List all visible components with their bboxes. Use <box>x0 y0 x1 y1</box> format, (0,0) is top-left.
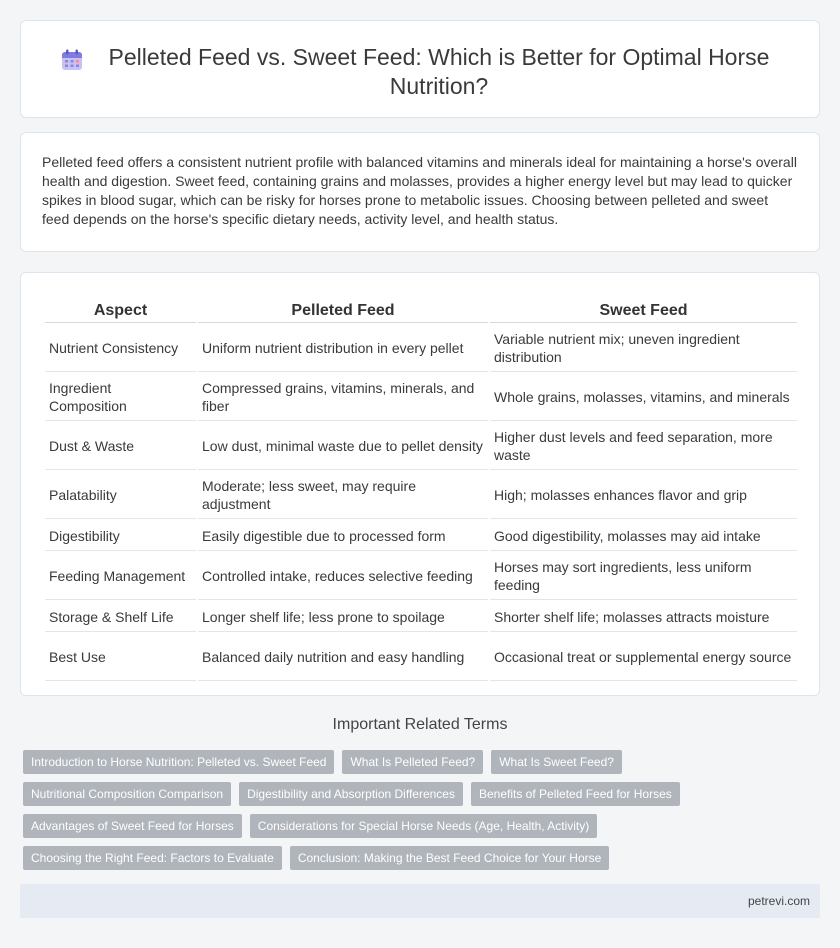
table-cell: Horses may sort ingredients, less uniform feeding <box>490 553 797 600</box>
tag-row <box>23 750 823 774</box>
footer-site-link[interactable]: petrevi.com <box>747 894 810 908</box>
table-cell: Ingredient Composition <box>45 374 196 421</box>
header-sweet-feed: Sweet Feed <box>490 297 797 323</box>
tag-row <box>23 782 823 806</box>
table-cell: Palatability <box>45 472 196 519</box>
tag-link[interactable]: Conclusion: Making the Best Feed Choice for Your Horse <box>290 846 610 870</box>
table-row <box>45 553 797 600</box>
table-row <box>45 634 797 681</box>
table-cell: Controlled intake, reduces selective feeding <box>198 553 488 600</box>
table-row <box>45 325 797 372</box>
table-row <box>45 602 797 632</box>
table-cell: Nutrient Consistency <box>45 325 196 372</box>
intro-card <box>20 132 820 252</box>
related-terms-title: Important Related Terms <box>332 716 508 733</box>
header-pelleted-feed: Pelleted Feed <box>198 297 488 323</box>
tag-row <box>23 814 823 838</box>
tag-link[interactable]: Introduction to Horse Nutrition: Pelleted vs. Sweet Feed <box>23 750 334 774</box>
table-cell: Dust & Waste <box>45 423 196 470</box>
table-cell: Longer shelf life; less prone to spoilage <box>198 602 488 632</box>
table-cell: Best Use <box>45 634 196 681</box>
table-cell: Low dust, minimal waste due to pellet density <box>198 423 488 470</box>
table-cell: Easily digestible due to processed form <box>198 521 488 551</box>
table-row <box>45 472 797 519</box>
related-terms-tags <box>23 750 823 878</box>
table-cell: Storage & Shelf Life <box>45 602 196 632</box>
table-row <box>45 374 797 421</box>
table-cell: Compressed grains, vitamins, minerals, and fiber <box>198 374 488 421</box>
table-row <box>45 423 797 470</box>
table-header-row <box>45 297 797 323</box>
tag-link[interactable]: Advantages of Sweet Feed for Horses <box>23 814 242 838</box>
table-cell: Digestibility <box>45 521 196 551</box>
table-cell: Whole grains, molasses, vitamins, and minerals <box>490 374 797 421</box>
title-wrap <box>21 21 819 101</box>
tag-link[interactable]: What Is Pelleted Feed? <box>342 750 483 774</box>
tag-row <box>23 846 823 870</box>
table-cell: Balanced daily nutrition and easy handling <box>198 634 488 681</box>
table-row <box>45 521 797 551</box>
table-cell: Moderate; less sweet, may require adjustment <box>198 472 488 519</box>
title-card <box>20 20 820 118</box>
tag-link[interactable]: Digestibility and Absorption Differences <box>239 782 463 806</box>
comparison-table <box>43 295 799 683</box>
intro-paragraph: Pelleted feed offers a consistent nutrient profile with balanced vitamins and minerals ideal for maintaining a horse's overall health and digestion. Sweet feed, containing grains and molasses, provides a higher energy level but may lead to quicker spikes in blood sugar, which can be risky for horses prone to metabolic issues. Choosing between pelleted and sweet feed depends on the horse's specific dietary needs, activity level, and health status. <box>42 154 797 227</box>
table-cell: Shorter shelf life; molasses attracts moisture <box>490 602 797 632</box>
footer <box>20 884 820 918</box>
table-cell: Good digestibility, molasses may aid intake <box>490 521 797 551</box>
tag-link[interactable]: Benefits of Pelleted Feed for Horses <box>471 782 680 806</box>
table-cell: Occasional treat or supplemental energy source <box>490 634 797 681</box>
header-aspect: Aspect <box>45 297 196 323</box>
tag-link[interactable]: Nutritional Composition Comparison <box>23 782 231 806</box>
table-cell: Higher dust levels and feed separation, more waste <box>490 423 797 470</box>
table-cell: High; molasses enhances flavor and grip <box>490 472 797 519</box>
table-cell: Uniform nutrient distribution in every pellet <box>198 325 488 372</box>
tag-link[interactable]: Choosing the Right Feed: Factors to Evaluate <box>23 846 282 870</box>
page-title: Pelleted Feed vs. Sweet Feed: Which is Better for Optimal Horse Nutrition? <box>108 44 770 99</box>
comparison-card <box>20 272 820 696</box>
table-cell: Feeding Management <box>45 553 196 600</box>
tag-link[interactable]: Considerations for Special Horse Needs (Age, Health, Activity) <box>250 814 597 838</box>
tag-link[interactable]: What Is Sweet Feed? <box>491 750 622 774</box>
table-cell: Variable nutrient mix; uneven ingredient distribution <box>490 325 797 372</box>
calendar-icon <box>61 49 83 71</box>
